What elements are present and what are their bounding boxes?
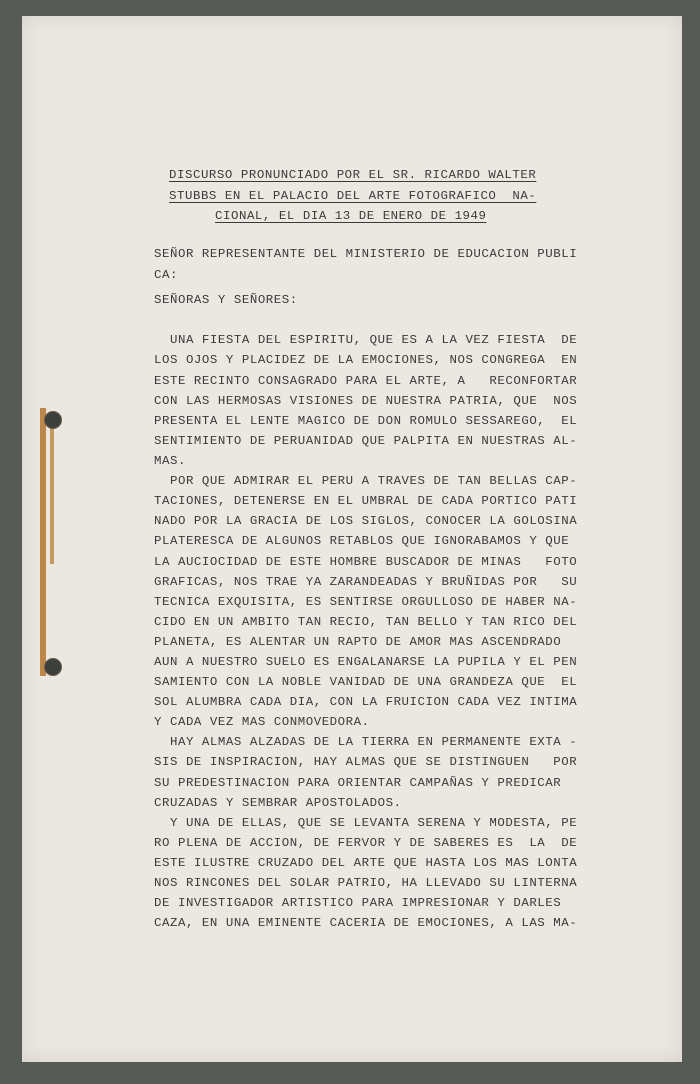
body-line: NOS RINCONES DEL SOLAR PATRIO, HA LLEVADO SU LINTERNA <box>154 876 578 890</box>
punch-hole-bottom <box>44 658 62 676</box>
body-line: SAMIENTO CON LA NOBLE VANIDAD DE UNA GRANDEZA QUE EL <box>154 675 578 689</box>
rust-stain <box>40 408 46 676</box>
body-line: SOL ALUMBRA CADA DIA, CON LA FRUICION CADA VEZ INTIMA <box>154 695 578 709</box>
body-line: AUN A NUESTRO SUELO ES ENGALANARSE LA PUPILA Y EL PEN <box>154 655 578 669</box>
punch-hole-top <box>44 411 62 429</box>
body-line: SEÑOR REPRESENTANTE DEL MINISTERIO DE EDUCACION PUBLI <box>154 247 578 261</box>
body-line: PLANETA, ES ALENTAR UN RAPTO DE AMOR MAS ASCENDRADO <box>154 635 562 649</box>
body-line: LOS OJOS Y PLACIDEZ DE LA EMOCIONES, NOS CONGREGA EN <box>154 353 578 367</box>
body-line: GRAFICAS, NOS TRAE YA ZARANDEADAS Y BRUÑIDAS POR SU <box>154 575 578 589</box>
body-line: TECNICA EXQUISITA, ES SENTIRSE ORGULLOSO DE HABER NA- <box>154 595 578 609</box>
body-line: HAY ALMAS ALZADAS DE LA TIERRA EN PERMANENTE EXTA - <box>154 735 578 749</box>
title-line: CIONAL, EL DIA 13 DE ENERO DE 1949 <box>215 209 487 223</box>
body-line: SIS DE INSPIRACION, HAY ALMAS QUE SE DISTINGUEN POR <box>154 755 578 769</box>
rust-stain <box>50 414 54 564</box>
body-line: CRUZADAS Y SEMBRAR APOSTOLADOS. <box>154 796 402 810</box>
body-line: SU PREDESTINACION PARA ORIENTAR CAMPAÑAS Y PREDICAR <box>154 776 562 790</box>
body-line: POR QUE ADMIRAR EL PERU A TRAVES DE TAN BELLAS CAP- <box>154 474 578 488</box>
body-line: Y UNA DE ELLAS, QUE SE LEVANTA SERENA Y MODESTA, PE <box>154 816 578 830</box>
body-line: ESTE ILUSTRE CRUZADO DEL ARTE QUE HASTA LOS MAS LONTA <box>154 856 578 870</box>
title-line: STUBBS EN EL PALACIO DEL ARTE FOTOGRAFICO NA- <box>169 189 537 203</box>
body-line: CON LAS HERMOSAS VISIONES DE NUESTRA PATRIA, QUE NOS <box>154 394 578 408</box>
body-line: TACIONES, DETENERSE EN EL UMBRAL DE CADA PORTICO PATI <box>154 494 578 508</box>
body-line: NADO POR LA GRACIA DE LOS SIGLOS, CONOCER LA GOLOSINA <box>154 514 578 528</box>
body-line: CIDO EN UN AMBITO TAN RECIO, TAN BELLO Y TAN RICO DEL <box>154 615 578 629</box>
body-line: LA AUCIOCIDAD DE ESTE HOMBRE BUSCADOR DE MINAS FOTO <box>154 555 578 569</box>
body-line: MAS. <box>154 454 186 468</box>
body-line: Y CADA VEZ MAS CONMOVEDORA. <box>154 715 370 729</box>
document-page <box>22 16 682 1062</box>
body-line: CA: <box>154 268 178 282</box>
title-line: DISCURSO PRONUNCIADO POR EL SR. RICARDO WALTER <box>169 168 537 182</box>
body-line: SENTIMIENTO DE PERUANIDAD QUE PALPITA EN NUESTRAS AL- <box>154 434 578 448</box>
body-line: ESTE RECINTO CONSAGRADO PARA EL ARTE, A RECONFORTAR <box>154 374 578 388</box>
body-line: RO PLENA DE ACCION, DE FERVOR Y DE SABERES ES LA DE <box>154 836 578 850</box>
body-line: UNA FIESTA DEL ESPIRITU, QUE ES A LA VEZ FIESTA DE <box>154 333 578 347</box>
body-line: DE INVESTIGADOR ARTISTICO PARA IMPRESIONAR Y DARLES <box>154 896 562 910</box>
body-line: SEÑORAS Y SEÑORES: <box>154 293 298 307</box>
body-line: PLATERESCA DE ALGUNOS RETABLOS QUE IGNORABAMOS Y QUE <box>154 534 570 548</box>
body-line: CAZA, EN UNA EMINENTE CACERIA DE EMOCIONES, A LAS MA- <box>154 916 578 930</box>
body-line: PRESENTA EL LENTE MAGICO DE DON ROMULO SESSAREGO, EL <box>154 414 578 428</box>
